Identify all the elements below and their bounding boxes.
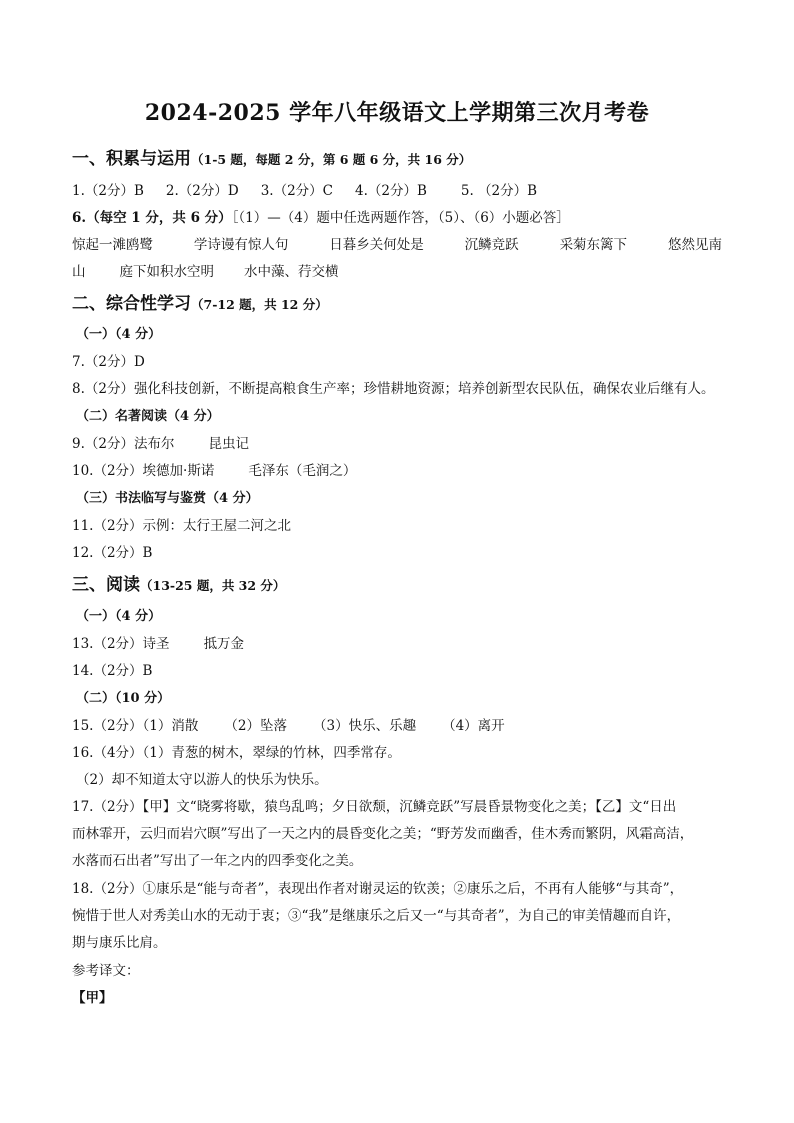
- section-1-heading: [72, 144, 471, 169]
- section-3-note: （13-25 题，共 32 分）: [140, 578, 286, 593]
- answer-15-1: 15.（2分）（1）消散: [72, 718, 199, 734]
- reference-translation-label: 参考译文：: [72, 963, 140, 979]
- section-1-note: （1-5 题，每题 2 分，第 6 题 6 分，共 16 分）: [191, 152, 472, 167]
- answer-5: 5. （2分）B: [460, 183, 538, 199]
- answer-1: 1.（2分）B: [72, 183, 144, 199]
- answer-17-line1: 17.（2分）【甲】文“晓雾将歇，猿鸟乱鸣；夕日欲颓，沉鳞竞跃”写晨昏景物变化之美；【乙】文“日出: [72, 799, 677, 815]
- q6-item: 日暮乡关何处是: [329, 237, 424, 253]
- question-6-answers-row1: [72, 233, 722, 253]
- answer-9: [72, 432, 249, 452]
- answer-12: 12.（2分）B: [72, 545, 153, 561]
- answer-9-author: 9.（2分）法布尔: [72, 436, 175, 452]
- section-3-heading: [72, 570, 285, 595]
- section-1-title: 一、积累与运用: [72, 149, 191, 169]
- answer-15-2: （2）坠落: [224, 718, 287, 734]
- part-2-3: （三）书法临写与鉴赏（4 分）: [76, 491, 259, 506]
- answer-10-person: 毛泽东（毛润之）: [248, 463, 357, 479]
- answer-8: 8.（2分）强化科技创新，不断提高粮食生产率；珍惜耕地资源；培养创新型农民队伍，确保农业后继有人。: [72, 381, 715, 397]
- q6-item: 悠然见南: [667, 237, 722, 253]
- answer-14: 14.（2分）B: [72, 663, 153, 679]
- section-2-note: （7-12 题，共 12 分）: [191, 297, 328, 312]
- q6-item: 学诗谩有惊人句: [193, 237, 289, 253]
- q6-item: 采菊东篱下: [559, 237, 628, 253]
- answer-13: [72, 632, 244, 652]
- section-2-title: 二、综合性学习: [72, 294, 191, 314]
- answer-3: 3.（2分）C: [260, 183, 333, 199]
- answer-2: 2.（2分）D: [165, 183, 239, 199]
- part-2-2: （二）名著阅读（4 分）: [76, 409, 220, 424]
- part-3-2: （二）（10 分）: [76, 691, 171, 706]
- q6-item: 水中藻、荇交横: [244, 264, 339, 280]
- answer-16-2: （2）却不知道太守以游人的快乐为快乐。: [76, 772, 328, 788]
- q6-item: 庭下如积水空明: [119, 264, 214, 280]
- answer-11: 11.（2分）示例：太行王屋二河之北: [72, 518, 292, 534]
- q6-item: 沉鳞竞跃: [464, 237, 519, 253]
- answer-4: 4.（2分）B: [355, 183, 427, 199]
- question-6-score: 6.（每空 1 分，共 6 分）: [72, 210, 232, 226]
- part-3-1: （一）（4 分）: [76, 609, 162, 624]
- answer-10-author: 10.（2分）埃德加·斯诺: [72, 463, 215, 479]
- translation-jia-label: 【甲】: [72, 990, 113, 1006]
- question-6-header: [72, 206, 570, 226]
- answer-16-1: 16.（4分）（1）青葱的树木，翠绿的竹林，四季常存。: [72, 745, 401, 761]
- q6-item: 惊起一滩鸥鹭: [72, 237, 153, 253]
- part-2-1: （一）（4 分）: [76, 327, 162, 342]
- section-3-title: 三、阅读: [72, 575, 140, 595]
- answer-13-b: 抵万金: [203, 636, 245, 652]
- answer-9-book: 昆虫记: [208, 436, 249, 452]
- answers-1-5: [72, 179, 537, 199]
- q6-item: 山: [72, 264, 86, 280]
- section-2-heading: [72, 289, 328, 314]
- question-6-answers-row2: [72, 260, 339, 280]
- page-title: 2024-2025 学年八年级语文上学期第三次月考卷: [144, 100, 650, 126]
- answer-18-line3: 期与康乐比肩。: [72, 935, 167, 951]
- answer-13-a: 13.（2分）诗圣: [72, 636, 170, 652]
- answer-7: 7.（2分）D: [72, 354, 145, 370]
- answer-17-line2: 而林霏开，云归而岩穴暝”写出了一天之内的晨昏变化之美；“野芳发而幽香，佳木秀而繁阴，风霜高洁，: [72, 826, 694, 842]
- answer-18-line1: 18.（2分）①康乐是“能与奇者”，表现出作者对谢灵运的钦羡；②康乐之后，不再有人能够“与其奇”，: [72, 881, 684, 897]
- answer-15-4: （4）离开: [442, 718, 505, 734]
- answer-15: [72, 714, 505, 734]
- answer-10: [72, 459, 356, 479]
- answer-15-3: （3）快乐、乐趣: [313, 718, 417, 734]
- answer-17-line3: 水落而石出者”写出了一年之内的四季变化之美。: [72, 853, 363, 869]
- answer-18-line2: 惋惜于世人对秀美山水的无动于衷；③“我”是继康乐之后又一“与其奇者”，为自己的审美情趣而自许，: [72, 908, 681, 924]
- question-6-instruction: ［（1）—（4）题中任选两题作答，（5）、（6）小题必答］: [231, 210, 570, 226]
